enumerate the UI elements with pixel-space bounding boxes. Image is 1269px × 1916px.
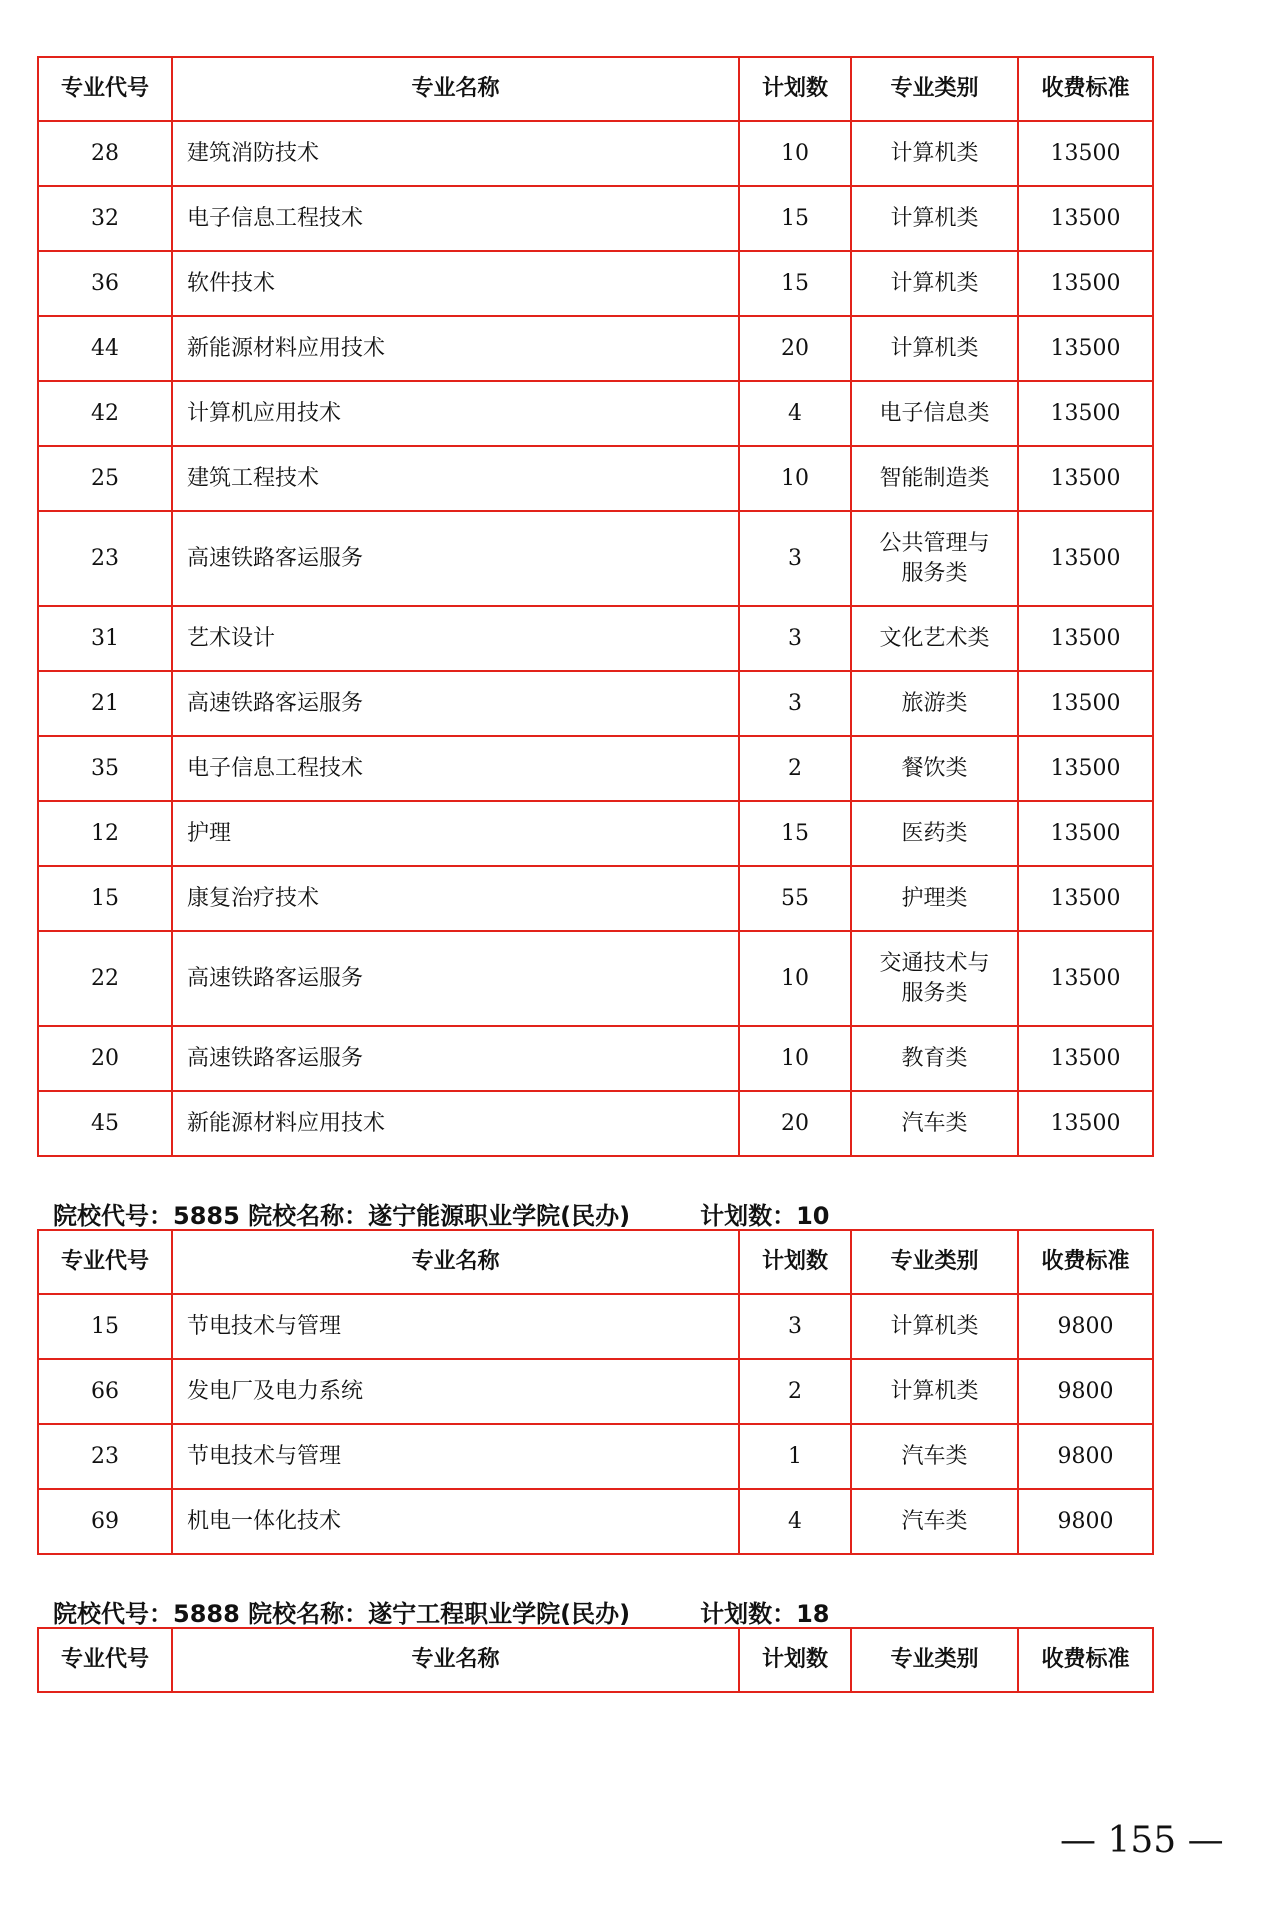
cell-code: 12 bbox=[38, 801, 172, 866]
cell-plan-count: 2 bbox=[739, 736, 851, 801]
table-row bbox=[38, 121, 1153, 186]
cell-fee: 13500 bbox=[1018, 931, 1153, 1026]
cell-fee: 13500 bbox=[1018, 736, 1153, 801]
cell-major-name: 高速铁路客运服务 bbox=[172, 671, 739, 736]
cell-plan-count: 15 bbox=[739, 251, 851, 316]
cell-code: 31 bbox=[38, 606, 172, 671]
cell-major-name: 软件技术 bbox=[172, 251, 739, 316]
cell-major-name: 发电厂及电力系统 bbox=[172, 1359, 739, 1424]
cell-category: 汽车类 bbox=[851, 1489, 1018, 1554]
cell-code: 20 bbox=[38, 1026, 172, 1091]
cell-category: 计算机类 bbox=[851, 1359, 1018, 1424]
cell-category: 计算机类 bbox=[851, 186, 1018, 251]
cell-code: 45 bbox=[38, 1091, 172, 1156]
cell-code: 66 bbox=[38, 1359, 172, 1424]
cell-major-name: 新能源材料应用技术 bbox=[172, 1091, 739, 1156]
cell-fee: 9800 bbox=[1018, 1424, 1153, 1489]
cell-category: 计算机类 bbox=[851, 316, 1018, 381]
table-row bbox=[38, 866, 1153, 931]
enrollment-table-3 bbox=[37, 1627, 1154, 1693]
cell-category: 交通技术与 服务类 bbox=[851, 931, 1018, 1026]
header-code: 专业代号 bbox=[38, 57, 172, 121]
cell-plan-count: 4 bbox=[739, 381, 851, 446]
cell-major-name: 建筑消防技术 bbox=[172, 121, 739, 186]
cell-fee: 13500 bbox=[1018, 251, 1153, 316]
cell-category: 护理类 bbox=[851, 866, 1018, 931]
cell-code: 42 bbox=[38, 381, 172, 446]
cell-major-name: 节电技术与管理 bbox=[172, 1424, 739, 1489]
cell-category: 餐饮类 bbox=[851, 736, 1018, 801]
cell-category: 计算机类 bbox=[851, 251, 1018, 316]
cell-fee: 13500 bbox=[1018, 446, 1153, 511]
header-major-name: 专业名称 bbox=[172, 1230, 739, 1294]
table-header-row bbox=[38, 57, 1153, 121]
cell-plan-count: 20 bbox=[739, 1091, 851, 1156]
cell-code: 69 bbox=[38, 1489, 172, 1554]
cell-major-name: 艺术设计 bbox=[172, 606, 739, 671]
cell-fee: 13500 bbox=[1018, 511, 1153, 606]
cell-plan-count: 55 bbox=[739, 866, 851, 931]
header-fee: 收费标准 bbox=[1018, 57, 1153, 121]
cell-plan-count: 10 bbox=[739, 1026, 851, 1091]
cell-plan-count: 15 bbox=[739, 801, 851, 866]
cell-code: 21 bbox=[38, 671, 172, 736]
cell-code: 23 bbox=[38, 511, 172, 606]
cell-category: 电子信息类 bbox=[851, 381, 1018, 446]
school-heading-5888 bbox=[53, 1594, 830, 1629]
enrollment-table-2 bbox=[37, 1229, 1154, 1555]
cell-major-name: 护理 bbox=[172, 801, 739, 866]
school-info: 院校代号：5888 院校名称：遂宁工程职业学院(民办) bbox=[53, 1600, 631, 1628]
cell-fee: 13500 bbox=[1018, 1091, 1153, 1156]
cell-plan-count: 3 bbox=[739, 1294, 851, 1359]
cell-code: 25 bbox=[38, 446, 172, 511]
table-row bbox=[38, 446, 1153, 511]
table-row bbox=[38, 316, 1153, 381]
cell-category: 计算机类 bbox=[851, 121, 1018, 186]
table-header-row bbox=[38, 1628, 1153, 1692]
cell-category: 文化艺术类 bbox=[851, 606, 1018, 671]
cell-major-name: 节电技术与管理 bbox=[172, 1294, 739, 1359]
cell-plan-count: 10 bbox=[739, 446, 851, 511]
cell-fee: 13500 bbox=[1018, 801, 1153, 866]
table-row bbox=[38, 606, 1153, 671]
cell-fee: 13500 bbox=[1018, 606, 1153, 671]
header-fee: 收费标准 bbox=[1018, 1628, 1153, 1692]
table-row bbox=[38, 381, 1153, 446]
cell-major-name: 康复治疗技术 bbox=[172, 866, 739, 931]
cell-major-name: 新能源材料应用技术 bbox=[172, 316, 739, 381]
cell-plan-count: 10 bbox=[739, 931, 851, 1026]
table-row bbox=[38, 1424, 1153, 1489]
cell-fee: 13500 bbox=[1018, 866, 1153, 931]
header-plan-count: 计划数 bbox=[739, 1230, 851, 1294]
header-category: 专业类别 bbox=[851, 57, 1018, 121]
table-row bbox=[38, 801, 1153, 866]
table-row bbox=[38, 931, 1153, 1026]
table-row bbox=[38, 1091, 1153, 1156]
cell-plan-count: 15 bbox=[739, 186, 851, 251]
cell-code: 32 bbox=[38, 186, 172, 251]
cell-plan-count: 10 bbox=[739, 121, 851, 186]
table-row bbox=[38, 186, 1153, 251]
header-fee: 收费标准 bbox=[1018, 1230, 1153, 1294]
header-code: 专业代号 bbox=[38, 1628, 172, 1692]
cell-code: 15 bbox=[38, 1294, 172, 1359]
cell-plan-count: 1 bbox=[739, 1424, 851, 1489]
table-row bbox=[38, 251, 1153, 316]
header-plan-count: 计划数 bbox=[739, 1628, 851, 1692]
table-row bbox=[38, 671, 1153, 736]
table-row bbox=[38, 1026, 1153, 1091]
school-heading-5885 bbox=[53, 1196, 830, 1231]
cell-category: 医药类 bbox=[851, 801, 1018, 866]
cell-major-name: 计算机应用技术 bbox=[172, 381, 739, 446]
cell-category: 汽车类 bbox=[851, 1424, 1018, 1489]
table-row bbox=[38, 1489, 1153, 1554]
cell-major-name: 建筑工程技术 bbox=[172, 446, 739, 511]
cell-plan-count: 3 bbox=[739, 671, 851, 736]
page-number: — 155 — bbox=[1060, 1820, 1224, 1861]
cell-fee: 13500 bbox=[1018, 121, 1153, 186]
cell-fee: 13500 bbox=[1018, 1026, 1153, 1091]
cell-code: 23 bbox=[38, 1424, 172, 1489]
cell-category: 智能制造类 bbox=[851, 446, 1018, 511]
cell-fee: 9800 bbox=[1018, 1489, 1153, 1554]
cell-code: 35 bbox=[38, 736, 172, 801]
cell-major-name: 高速铁路客运服务 bbox=[172, 931, 739, 1026]
cell-code: 15 bbox=[38, 866, 172, 931]
cell-major-name: 高速铁路客运服务 bbox=[172, 511, 739, 606]
table-row bbox=[38, 1359, 1153, 1424]
school-plan-count: 计划数：10 bbox=[700, 1202, 830, 1230]
cell-major-name: 电子信息工程技术 bbox=[172, 736, 739, 801]
cell-fee: 13500 bbox=[1018, 671, 1153, 736]
cell-category: 旅游类 bbox=[851, 671, 1018, 736]
cell-category: 汽车类 bbox=[851, 1091, 1018, 1156]
header-major-name: 专业名称 bbox=[172, 57, 739, 121]
cell-category: 计算机类 bbox=[851, 1294, 1018, 1359]
table-row bbox=[38, 511, 1153, 606]
table-header-row bbox=[38, 1230, 1153, 1294]
table-row bbox=[38, 1294, 1153, 1359]
cell-major-name: 高速铁路客运服务 bbox=[172, 1026, 739, 1091]
cell-code: 28 bbox=[38, 121, 172, 186]
cell-fee: 9800 bbox=[1018, 1294, 1153, 1359]
cell-fee: 13500 bbox=[1018, 381, 1153, 446]
cell-plan-count: 3 bbox=[739, 606, 851, 671]
cell-fee: 13500 bbox=[1018, 316, 1153, 381]
cell-fee: 13500 bbox=[1018, 186, 1153, 251]
header-code: 专业代号 bbox=[38, 1230, 172, 1294]
cell-plan-count: 4 bbox=[739, 1489, 851, 1554]
cell-major-name: 机电一体化技术 bbox=[172, 1489, 739, 1554]
school-info: 院校代号：5885 院校名称：遂宁能源职业学院(民办) bbox=[53, 1202, 631, 1230]
cell-fee: 9800 bbox=[1018, 1359, 1153, 1424]
school-plan-count: 计划数：18 bbox=[700, 1600, 830, 1628]
header-plan-count: 计划数 bbox=[739, 57, 851, 121]
header-category: 专业类别 bbox=[851, 1230, 1018, 1294]
enrollment-table-1 bbox=[37, 56, 1154, 1157]
cell-code: 36 bbox=[38, 251, 172, 316]
cell-plan-count: 20 bbox=[739, 316, 851, 381]
cell-category: 公共管理与 服务类 bbox=[851, 511, 1018, 606]
cell-category: 教育类 bbox=[851, 1026, 1018, 1091]
cell-code: 44 bbox=[38, 316, 172, 381]
header-category: 专业类别 bbox=[851, 1628, 1018, 1692]
cell-plan-count: 2 bbox=[739, 1359, 851, 1424]
cell-major-name: 电子信息工程技术 bbox=[172, 186, 739, 251]
cell-code: 22 bbox=[38, 931, 172, 1026]
cell-plan-count: 3 bbox=[739, 511, 851, 606]
table-row bbox=[38, 736, 1153, 801]
header-major-name: 专业名称 bbox=[172, 1628, 739, 1692]
